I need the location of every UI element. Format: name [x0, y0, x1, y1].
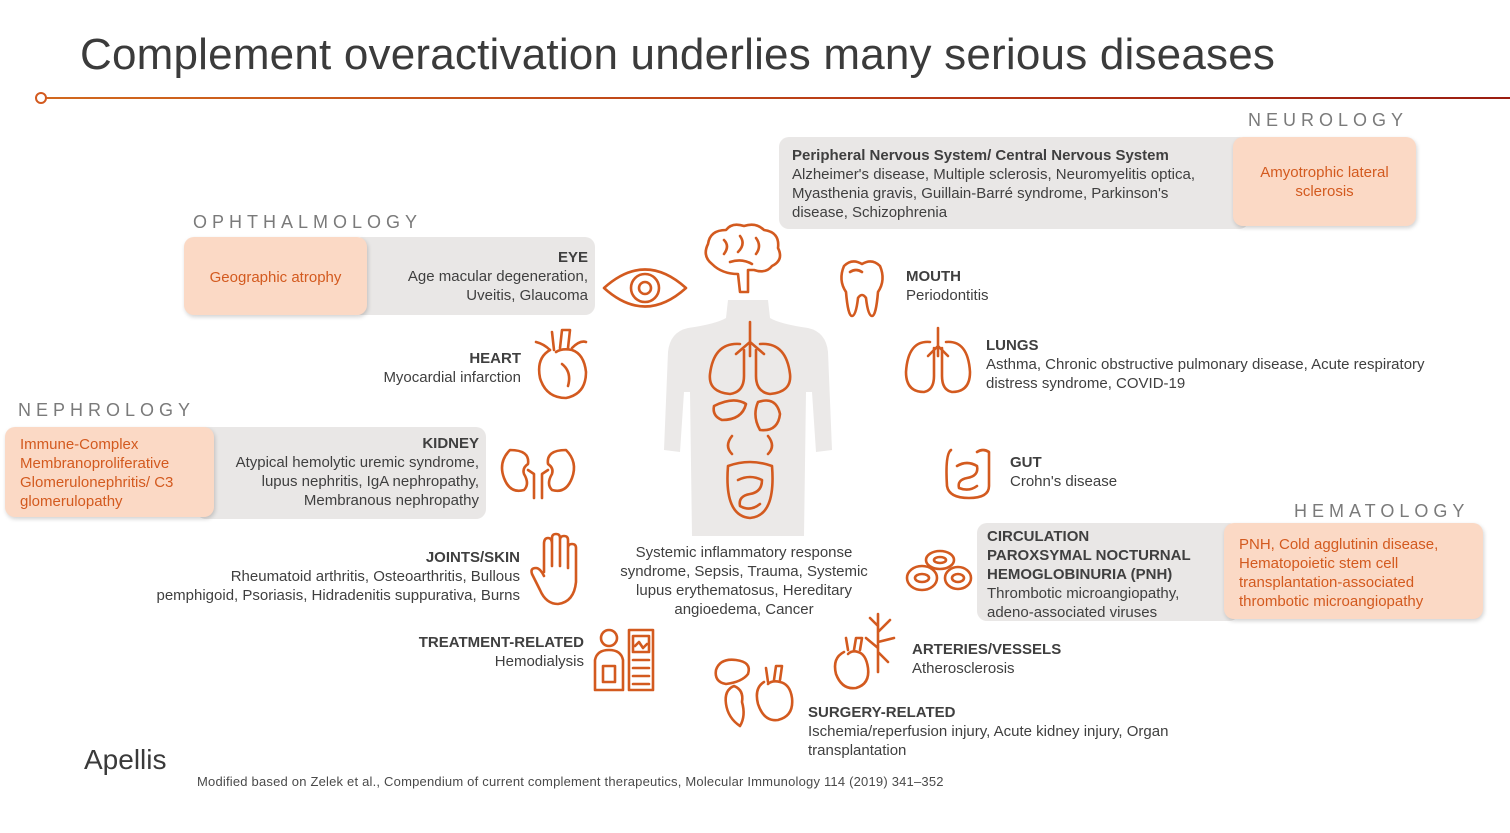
neurology-heading: Peripheral Nervous System/ Central Nervous System [792, 147, 1169, 164]
heart-icon [532, 328, 590, 402]
treatment-label [380, 633, 584, 671]
hand-icon [530, 532, 586, 608]
citation: Modified based on Zelek et al., Compendium of current complement therapeutics, Molecular Immunology 114 (2019) 341–352 [197, 774, 944, 789]
surgery-label [808, 703, 1208, 760]
kidney-heading: KIDNEY [422, 435, 479, 452]
category-neurology: NEUROLOGY [1248, 110, 1409, 130]
eye-highlight: Geographic atrophy [209, 269, 342, 286]
heart-text: Myocardial infarction [383, 369, 521, 386]
neurology-text: Alzheimer's disease, Multiple sclerosis, Neuromyelitis optica, Myasthenia gravis, Guillain-Barré syndrome, Parkinson's disease, Schizophrenia [792, 166, 1196, 221]
surgery-line1: Ischemia/reperfusion injury, Acute kidney injury, Organ [808, 723, 1169, 740]
blood-cells-icon [904, 548, 974, 596]
arteries-label [912, 640, 1132, 678]
page-title: Complement overactivation underlies many serious diseases [80, 30, 1276, 79]
mouth-heading: MOUTH [906, 268, 961, 285]
joints-line2: pemphigoid, Psoriasis, Hidradenitis suppurativa, Burns [156, 587, 520, 604]
category-nephrology: NEPHROLOGY [18, 400, 196, 420]
joints-label [120, 548, 520, 605]
title-divider [40, 97, 1510, 99]
treatment-text: Hemodialysis [494, 653, 584, 670]
eye-icon [602, 265, 688, 311]
category-hematology: HEMATOLOGY [1294, 501, 1470, 521]
vessel-heart-icon [830, 612, 902, 692]
treatment-heading: TREATMENT-RELATED [418, 634, 584, 651]
gut-text: Crohn's disease [1010, 473, 1118, 490]
lungs-line2: distress syndrome, COVID-19 [986, 375, 1186, 392]
heart-heading: HEART [469, 350, 521, 367]
kidney-line3: Membranous nephropathy [303, 492, 479, 509]
kidney-icon [500, 444, 576, 500]
heart-label [300, 349, 521, 387]
eye-box [352, 237, 595, 315]
neurology-highlight-box [1233, 137, 1416, 226]
gut-icon [943, 446, 993, 500]
kidney-line2: lupus nephritis, IgA nephropathy, [261, 473, 479, 490]
lungs-icon [902, 326, 974, 396]
joints-heading: JOINTS/SKIN [425, 549, 520, 566]
arteries-text: Atherosclerosis [912, 660, 1015, 677]
organs-icon [712, 656, 798, 730]
apellis-logo: Apellis [84, 744, 167, 775]
gut-label [1010, 453, 1210, 491]
organs-inside-body-icon [700, 320, 800, 525]
brain-icon [700, 222, 784, 296]
lungs-line1: Asthma, Chronic obstructive pulmonary disease, Acute respiratory [986, 356, 1425, 373]
circulation-heading-pnh: PAROXSYMAL NOCTURNAL HEMOGLOBINURIA (PNH) [987, 547, 1191, 583]
neurology-box [779, 137, 1249, 229]
arteries-heading: ARTERIES/VESSELS [912, 641, 1062, 658]
eye-line2: Uveitis, Glaucoma [466, 287, 588, 304]
joints-line1: Rheumatoid arthritis, Osteoarthritis, Bullous [230, 568, 520, 585]
circulation-text: Thrombotic microangiopathy, adeno-associated viruses [987, 585, 1180, 621]
mouth-text: Periodontitis [906, 287, 989, 304]
lungs-label [986, 336, 1486, 393]
category-ophthalmology: OPHTHALMOLOGY [193, 212, 423, 232]
title-divider-dot [35, 92, 47, 104]
eye-heading: EYE [557, 249, 588, 266]
eye-line1: Age macular degeneration, [407, 268, 588, 285]
neurology-highlight: Amyotrophic lateral sclerosis [1260, 164, 1389, 200]
eye-highlight-box [184, 237, 367, 315]
gut-heading: GUT [1010, 454, 1042, 471]
tooth-icon [838, 258, 886, 320]
kidney-highlight: Immune-Complex Membranoproliferative Glomerulonephritis/ C3 glomerulopathy [20, 436, 174, 510]
kidney-box [196, 427, 486, 519]
mouth-label [906, 267, 1106, 305]
systemic-text: Systemic inflammatory response syndrome, Sepsis, Trauma, Systemic lupus erythematosus, Hereditary angioedema, Cancer [620, 544, 868, 618]
kidney-line1: Atypical hemolytic uremic syndrome, [235, 454, 479, 471]
circulation-heading: CIRCULATION [987, 528, 1090, 545]
circulation-box [977, 523, 1239, 621]
dialysis-icon [593, 626, 657, 692]
circulation-highlight: PNH, Cold agglutinin disease, Hematopoietic stem cell transplantation-associated thrombotic microangiopathy [1239, 536, 1439, 610]
lungs-heading: LUNGS [986, 337, 1039, 354]
circulation-highlight-box [1224, 523, 1483, 619]
surgery-line2: transplantation [808, 742, 907, 759]
kidney-highlight-box [5, 427, 214, 517]
surgery-heading: SURGERY-RELATED [808, 704, 956, 721]
